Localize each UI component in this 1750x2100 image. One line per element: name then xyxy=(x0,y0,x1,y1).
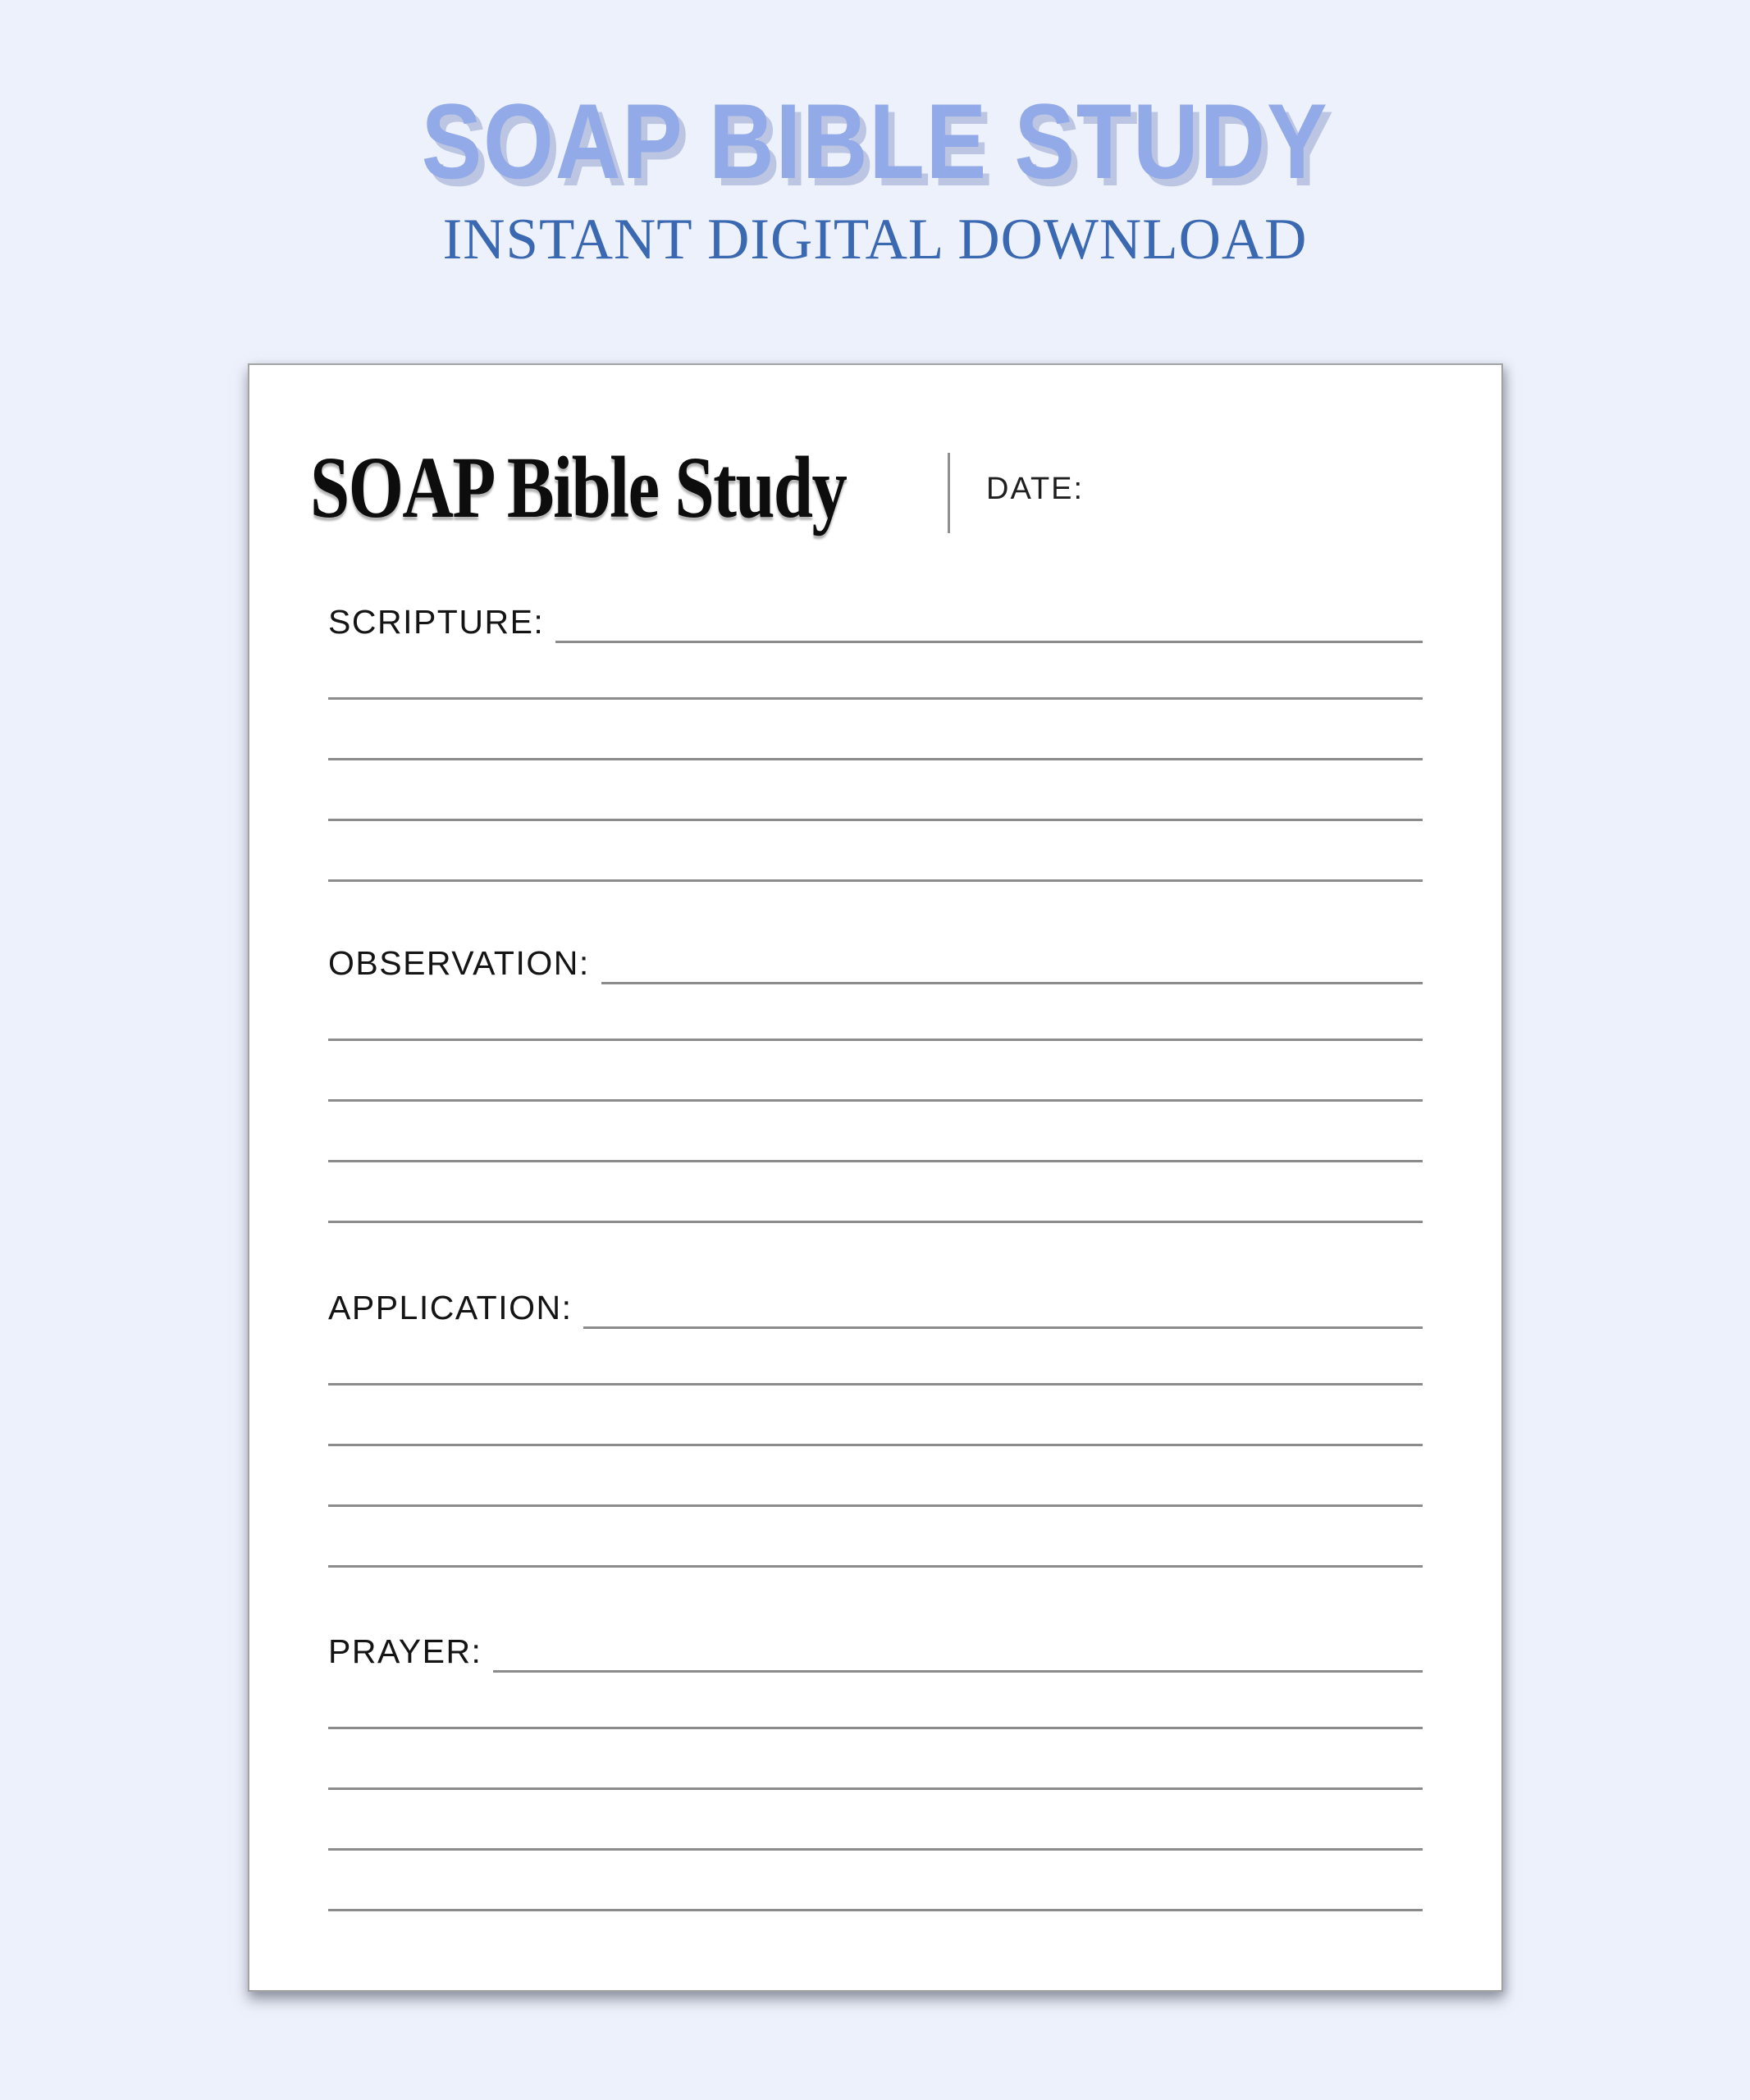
write-line xyxy=(328,821,1423,882)
section-application xyxy=(328,1279,1423,1568)
section-application-lines xyxy=(328,1325,1423,1568)
write-line xyxy=(328,1325,1423,1386)
write-line xyxy=(328,1102,1423,1162)
write-line xyxy=(328,980,1423,1041)
write-line xyxy=(328,1386,1423,1446)
section-prayer-header xyxy=(328,1623,1423,1669)
section-prayer-label: PRAYER: xyxy=(328,1632,482,1670)
write-line xyxy=(328,1507,1423,1568)
section-observation-header xyxy=(328,934,1423,980)
section-application-header xyxy=(328,1279,1423,1325)
write-line xyxy=(328,1729,1423,1790)
section-prayer-lines xyxy=(328,1669,1423,1911)
write-line xyxy=(328,1669,1423,1729)
section-observation-label: OBSERVATION: xyxy=(328,944,590,982)
section-scripture xyxy=(328,593,1423,882)
section-application-label: APPLICATION: xyxy=(328,1289,573,1326)
section-observation xyxy=(328,934,1423,1223)
write-line xyxy=(328,639,1423,700)
section-scripture-header xyxy=(328,593,1423,639)
write-line xyxy=(328,1446,1423,1507)
worksheet-page xyxy=(248,363,1503,1992)
write-line xyxy=(328,1041,1423,1102)
write-line xyxy=(493,1670,1423,1673)
write-line xyxy=(328,760,1423,821)
write-line xyxy=(601,982,1423,984)
write-line xyxy=(328,1790,1423,1851)
write-line xyxy=(583,1326,1423,1329)
date-label: DATE: xyxy=(986,472,1085,506)
section-observation-lines xyxy=(328,980,1423,1223)
write-line xyxy=(328,1162,1423,1223)
write-line xyxy=(328,700,1423,760)
section-scripture-label: SCRIPTURE: xyxy=(328,603,545,641)
write-line xyxy=(555,641,1423,643)
page-title: SOAP Bible Study xyxy=(310,440,847,536)
write-line xyxy=(328,1851,1423,1911)
poster-title: SOAP BIBLE STUDY xyxy=(421,81,1329,201)
section-scripture-lines xyxy=(328,639,1423,882)
poster-subtitle: INSTANT DIGITAL DOWNLOAD xyxy=(442,208,1308,272)
header-divider xyxy=(948,453,950,533)
section-prayer xyxy=(328,1623,1423,1911)
